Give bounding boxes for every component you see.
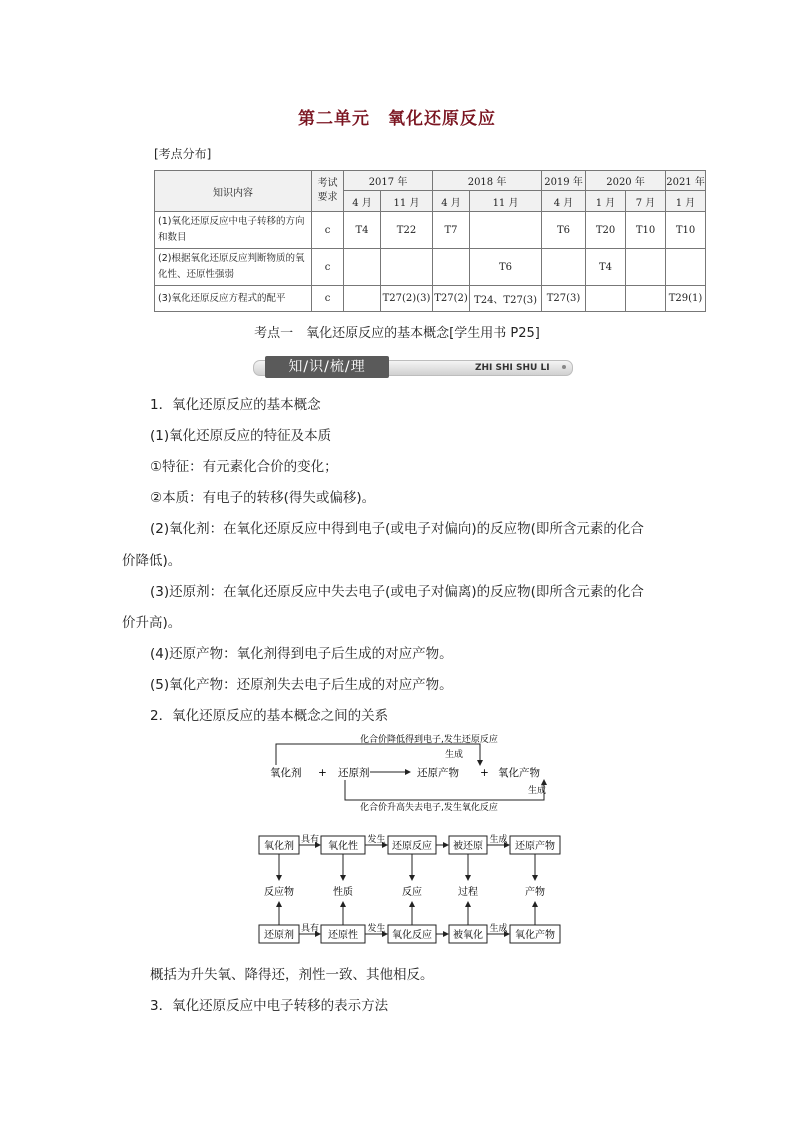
- distribution-label: [考点分布]: [154, 147, 212, 161]
- heading-3: 3．氧化还原反应中电子转移的表示方法: [150, 998, 389, 1014]
- table-cell: T22: [381, 212, 433, 249]
- year-2020: 2020 年: [586, 171, 666, 191]
- table-cell: T10: [626, 212, 666, 249]
- month: 4 月: [344, 191, 381, 212]
- flow-box-label: 氧化产物: [515, 930, 555, 941]
- table-cell: [344, 249, 381, 286]
- table-cell: T7: [433, 212, 470, 249]
- flow-box-label: 还原剂: [264, 930, 294, 941]
- header-requirement: [312, 171, 344, 212]
- year-2017: 2017 年: [344, 171, 433, 191]
- paragraph: (1)氧化还原反应的特征及本质: [150, 428, 332, 444]
- month: 11 月: [381, 191, 433, 212]
- flow-mid-label: 性质: [333, 887, 353, 898]
- plus-sign: +: [318, 767, 327, 779]
- table-cell: [344, 286, 381, 312]
- header-requirement-text: 考试 要求: [317, 178, 338, 203]
- flow-mid-label: 过程: [458, 887, 478, 898]
- req-cell: c: [312, 212, 344, 249]
- table-cell: T20: [586, 212, 626, 249]
- table-cell: T27(2): [433, 286, 470, 312]
- paragraph: (4)还原产物：氧化剂得到电子后生成的对应产物。: [150, 646, 453, 662]
- flow-link-label: 生成: [489, 835, 508, 845]
- table-row: [155, 249, 706, 286]
- reduction-product-label: 还原产物: [417, 767, 459, 779]
- table-cell: [586, 286, 626, 312]
- paragraph: 价降低)。: [122, 553, 182, 569]
- paragraph: 价升高)。: [122, 615, 182, 631]
- req-cell: c: [312, 249, 344, 286]
- table-cell: [470, 212, 542, 249]
- redox-concept-flowchart: [255, 832, 565, 950]
- summary-paragraph: 概括为升失氧、降得还，剂性一致、其他相反。: [150, 967, 434, 983]
- heading-2: 2．氧化还原反应的基本概念之间的关系: [150, 708, 389, 724]
- flow-box-label: 被氧化: [453, 930, 483, 941]
- req-cell: c: [312, 286, 344, 312]
- kaodian-title: 考点一 氧化还原反应的基本概念[学生用书 P25]: [254, 326, 540, 341]
- table-cell: [433, 249, 470, 286]
- table-cell: T6: [470, 249, 542, 286]
- flow-link-label: 发生: [367, 835, 386, 845]
- knowledge-cell: (3)氧化还原反应方程式的配平: [155, 286, 312, 312]
- heading-1: 1．氧化还原反应的基本概念: [150, 397, 321, 413]
- header-knowledge: 知识内容: [155, 171, 312, 212]
- flow-mid-label: 反应: [402, 887, 422, 898]
- oxidant-label: 氧化剂: [270, 767, 302, 779]
- year-2018: 2018 年: [433, 171, 542, 191]
- flow-link-label: 具有: [300, 835, 320, 845]
- gen-label: 生成: [445, 750, 464, 760]
- banner-dot: [562, 365, 566, 369]
- section-banner: [253, 356, 571, 378]
- year-2019: 2019 年: [542, 171, 586, 191]
- table-cell: T24、T27(3): [470, 286, 542, 312]
- bottom-note: 化合价升高失去电子,发生氧化反应: [360, 803, 498, 813]
- flow-box-label: 氧化剂: [264, 841, 294, 852]
- flow-box-label: 氧化性: [328, 841, 358, 852]
- month: 7 月: [626, 191, 666, 212]
- gen-label: 生成: [528, 786, 547, 796]
- table-row: [155, 286, 706, 312]
- table-cell: T27(3): [542, 286, 586, 312]
- banner-pinyin: ZHI SHI SHU LI: [475, 363, 550, 373]
- month: 4 月: [433, 191, 470, 212]
- plus-sign: +: [480, 767, 489, 779]
- table-cell: [381, 249, 433, 286]
- table-cell: [626, 249, 666, 286]
- table-cell: T6: [542, 212, 586, 249]
- table-cell: T27(2)(3): [381, 286, 433, 312]
- unit-title: 第二单元 氧化还原反应: [298, 109, 496, 129]
- knowledge-cell: (1)氧化还原反应中电子转移的方向和数目: [155, 212, 312, 249]
- flow-box-label: 被还原: [453, 841, 483, 852]
- exam-distribution-table: [154, 170, 706, 312]
- month: 11 月: [470, 191, 542, 212]
- month: 4 月: [542, 191, 586, 212]
- banner-label: 知/识/梳/理: [265, 356, 389, 378]
- table-cell: T4: [344, 212, 381, 249]
- flow-mid-label: 产物: [525, 887, 545, 898]
- paragraph: ①特征：有元素化合价的变化；: [150, 459, 338, 475]
- paragraph: (2)氧化剂：在氧化还原反应中得到电子(或电子对偏向)的反应物(即所含元素的化合: [150, 521, 644, 537]
- top-note: 化合价降低得到电子,发生还原反应: [360, 735, 498, 745]
- month: 1 月: [666, 191, 706, 212]
- reductant-label: 还原剂: [338, 767, 370, 779]
- flow-box-label: 还原性: [328, 930, 358, 941]
- flow-link-label: 生成: [489, 924, 508, 934]
- paragraph: (5)氧化产物：还原剂失去电子后生成的对应产物。: [150, 677, 453, 693]
- table-cell: T29(1): [666, 286, 706, 312]
- flow-link-label: 具有: [300, 924, 320, 934]
- month: 1 月: [586, 191, 626, 212]
- table-cell: [626, 286, 666, 312]
- table-cell: [542, 249, 586, 286]
- table-cell: T4: [586, 249, 626, 286]
- table-cell: [666, 249, 706, 286]
- paragraph: (3)还原剂：在氧化还原反应中失去电子(或电子对偏离)的反应物(即所含元素的化合: [150, 584, 644, 600]
- table-cell: T10: [666, 212, 706, 249]
- flow-link-label: 发生: [367, 924, 386, 934]
- flow-box-label: 还原产物: [515, 841, 555, 852]
- knowledge-cell: (2)根据氧化还原反应判断物质的氧化性、还原性强弱: [155, 249, 312, 286]
- flow-box-label: 还原反应: [392, 841, 432, 852]
- flow-box-label: 氧化反应: [392, 930, 432, 941]
- table-row: [155, 212, 706, 249]
- paragraph: ②本质：有电子的转移(得失或偏移)。: [150, 490, 376, 506]
- flow-mid-label: 反应物: [264, 887, 294, 898]
- oxidation-product-label: 氧化产物: [498, 767, 540, 779]
- year-2021: 2021 年: [666, 171, 706, 191]
